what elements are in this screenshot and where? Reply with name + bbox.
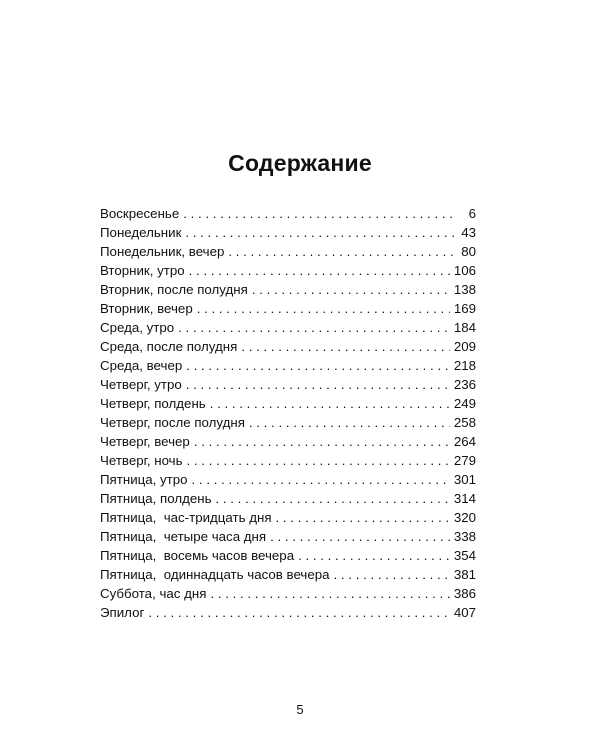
toc-entry-label: Пятница, час-тридцать дня bbox=[100, 510, 272, 525]
toc-entry-page: 407 bbox=[453, 605, 476, 620]
toc-entry bbox=[100, 394, 476, 413]
toc-entry bbox=[100, 603, 476, 622]
toc-entry bbox=[100, 584, 476, 603]
toc-entry-label: Четверг, полдень bbox=[100, 396, 206, 411]
toc-entry-label: Вторник, после полудня bbox=[100, 282, 248, 297]
toc-entry-page: 80 bbox=[461, 244, 476, 259]
toc-entry-page: 279 bbox=[453, 453, 476, 468]
toc-entry bbox=[100, 337, 476, 356]
toc-entry bbox=[100, 432, 476, 451]
dot-leader bbox=[252, 280, 450, 299]
toc-entry-label: Понедельник bbox=[100, 225, 182, 240]
toc-entry bbox=[100, 565, 476, 584]
toc-entry-page: 43 bbox=[461, 225, 476, 240]
dot-leader bbox=[148, 603, 449, 622]
toc-entry-label: Среда, вечер bbox=[100, 358, 183, 373]
toc-entry bbox=[100, 299, 476, 318]
toc-entry bbox=[100, 280, 476, 299]
toc-entry-label: Эпилог bbox=[100, 605, 145, 620]
toc-entry-page: 386 bbox=[453, 586, 476, 601]
toc-entry-label: Среда, после полудня bbox=[100, 339, 238, 354]
toc-entry bbox=[100, 546, 476, 565]
toc-entry-label: Воскресенье bbox=[100, 206, 180, 221]
dot-leader bbox=[216, 489, 450, 508]
toc-entry-label: Среда, утро bbox=[100, 320, 175, 335]
dot-leader bbox=[186, 356, 450, 375]
toc-entry-page: 301 bbox=[453, 472, 476, 487]
toc-entry-page: 218 bbox=[453, 358, 476, 373]
toc-entry-label: Вторник, вечер bbox=[100, 301, 193, 316]
dot-leader bbox=[249, 413, 450, 432]
toc-entry-label: Пятница, утро bbox=[100, 472, 188, 487]
toc-entry bbox=[100, 223, 476, 242]
dot-leader bbox=[186, 375, 450, 394]
toc-entry-page: 236 bbox=[453, 377, 476, 392]
dot-leader bbox=[210, 394, 450, 413]
toc-entry-label: Пятница, четыре часа дня bbox=[100, 529, 267, 544]
toc-entry-page: 264 bbox=[453, 434, 476, 449]
toc-entry-label: Четверг, утро bbox=[100, 377, 182, 392]
toc-entry-page: 320 bbox=[453, 510, 476, 525]
dot-leader bbox=[197, 299, 450, 318]
dot-leader bbox=[183, 204, 454, 223]
dot-leader bbox=[270, 527, 450, 546]
toc-entry bbox=[100, 356, 476, 375]
table-of-contents bbox=[100, 204, 476, 622]
toc-entry-page: 138 bbox=[453, 282, 476, 297]
toc-entry-label: Суббота, час дня bbox=[100, 586, 207, 601]
dot-leader bbox=[194, 432, 450, 451]
toc-entry-page: 249 bbox=[453, 396, 476, 411]
toc-entry bbox=[100, 470, 476, 489]
toc-entry-page: 314 bbox=[453, 491, 476, 506]
dot-leader bbox=[185, 223, 454, 242]
page-number: 5 bbox=[296, 702, 304, 717]
toc-entry-label: Понедельник, вечер bbox=[100, 244, 225, 259]
page-title: Содержание bbox=[228, 150, 372, 176]
toc-entry bbox=[100, 261, 476, 280]
dot-leader bbox=[228, 242, 454, 261]
dot-leader bbox=[241, 337, 450, 356]
toc-entry bbox=[100, 242, 476, 261]
toc-entry bbox=[100, 375, 476, 394]
toc-entry bbox=[100, 413, 476, 432]
toc-entry-label: Пятница, восемь часов вечера bbox=[100, 548, 295, 563]
toc-entry-page: 338 bbox=[453, 529, 476, 544]
toc-entry-label: Вторник, утро bbox=[100, 263, 185, 278]
toc-entry-label: Четверг, вечер bbox=[100, 434, 190, 449]
dot-leader bbox=[178, 318, 450, 337]
toc-entry bbox=[100, 489, 476, 508]
toc-entry-page: 258 bbox=[453, 415, 476, 430]
dot-leader bbox=[298, 546, 450, 565]
dot-leader bbox=[192, 470, 450, 489]
toc-entry-page: 184 bbox=[453, 320, 476, 335]
toc-entry-label: Четверг, ночь bbox=[100, 453, 183, 468]
toc-entry-page: 169 bbox=[453, 301, 476, 316]
toc-entry-label: Четверг, после полудня bbox=[100, 415, 245, 430]
toc-entry bbox=[100, 204, 476, 223]
dot-leader bbox=[210, 584, 449, 603]
toc-entry-page: 6 bbox=[468, 206, 476, 221]
toc-entry bbox=[100, 508, 476, 527]
toc-entry-label: Пятница, полдень bbox=[100, 491, 212, 506]
dot-leader bbox=[334, 565, 450, 584]
toc-entry-page: 381 bbox=[453, 567, 476, 582]
dot-leader bbox=[189, 261, 450, 280]
toc-entry bbox=[100, 451, 476, 470]
toc-entry-label: Пятница, одиннадцать часов вечера bbox=[100, 567, 330, 582]
toc-entry bbox=[100, 318, 476, 337]
dot-leader bbox=[276, 508, 450, 527]
toc-entry-page: 209 bbox=[453, 339, 476, 354]
toc-entry-page: 106 bbox=[453, 263, 476, 278]
toc-entry-page: 354 bbox=[453, 548, 476, 563]
toc-entry bbox=[100, 527, 476, 546]
dot-leader bbox=[187, 451, 450, 470]
